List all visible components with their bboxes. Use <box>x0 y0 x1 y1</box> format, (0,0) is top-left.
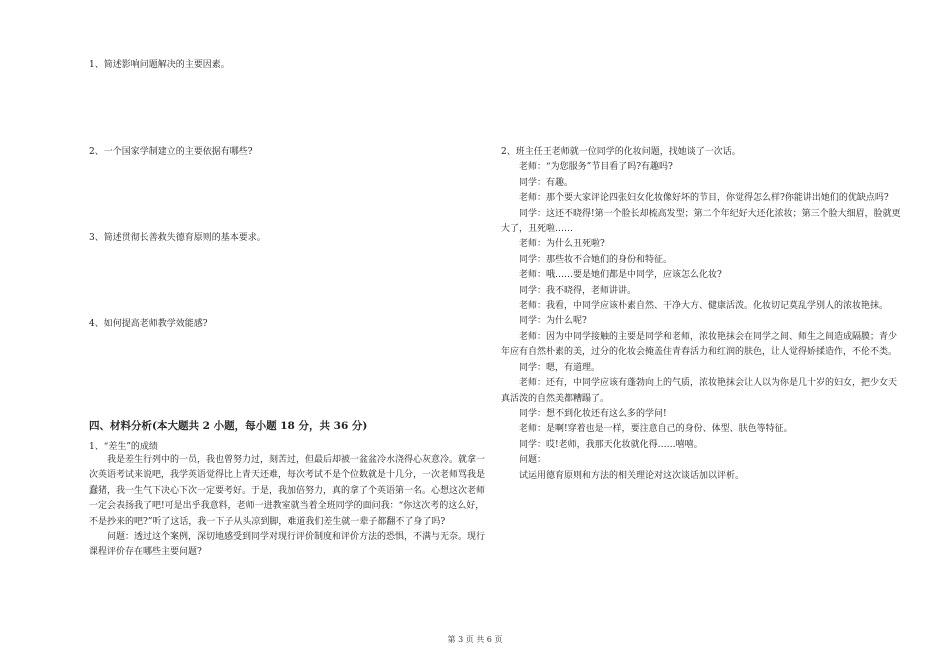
dialogue-line: 同学：想不到化妆还有这么多的学问! <box>519 408 667 419</box>
question-3: 3、简述贯彻长善救失德育原则的基本要求。 <box>89 233 266 243</box>
dialogue-line: 同学：哎!老师，我那天化妆就化得……嘻嘻。 <box>519 439 703 450</box>
material-question: 问题：透过这个案例，深切地感受到同学对现行评价制度和评价方法的恐惧，不满与无奈。现行课程评价存在哪些主要问题? <box>89 532 486 558</box>
material-block <box>89 453 485 561</box>
section-title: 四、材料分析(本大题共 2 小题，每小题 18 分，共 36 分) <box>89 420 368 432</box>
dialogue-line: 同学：那些妆不合她们的身份和特征。 <box>519 254 673 265</box>
dialogue-line: 同学：这还不晓得!第一个脸长却梳高发型；第二个年纪好大还化浓妆；第三个脸大细眉，脸就更大了，丑死啦…… <box>501 208 901 235</box>
dialogue-line: 老师：“为您服务”节目看了吗?有趣吗? <box>519 162 673 173</box>
dialogue-line: 老师：哦……要是她们都是中同学，应该怎么化妆? <box>519 270 722 281</box>
dialogue-line: 同学：为什么呢? <box>519 316 587 327</box>
dialogue-block <box>501 145 904 484</box>
material-title: 1、“差生”的成绩 <box>89 442 158 452</box>
page-footer: 第 3 页 共 6 页 <box>447 635 503 644</box>
question-2: 2、一个国家学制建立的主要依据有哪些? <box>89 147 253 157</box>
dialogue-question: 试运用德育原则和方法的相关理论对这次谈话加以评析。 <box>519 470 745 481</box>
dialogue-line: 老师：是啊!穿着也是一样，要注意自己的身份、体型、肤色等特征。 <box>519 424 793 435</box>
dialogue-line: 同学：嗯，有道理。 <box>519 362 601 373</box>
dialogue-line: 老师：为什么丑死啦? <box>519 239 605 250</box>
dialogue-intro: 2、班主任王老师就一位同学的化妆问题，找她谈了一次话。 <box>501 147 741 157</box>
question-1: 1、简述影响问题解决的主要因素。 <box>89 60 230 70</box>
dialogue-line: 老师：我看，中同学应该朴素自然、干净大方、健康活泼。化妆切记莫乱学别人的浓妆艳抹。 <box>519 301 889 312</box>
dialogue-question-label: 问题： <box>519 455 547 466</box>
dialogue-line: 老师：还有，中同学应该有蓬勃向上的气质，浓妆艳抹会让人以为你是几十岁的妇女，把少女天真活泼的自然美都糟蹋了。 <box>501 378 898 404</box>
dialogue-line: 老师：那个要大家评论四张妇女化妆像好坏的节目，你觉得怎么样?你能讲出她们的优缺点吗? <box>519 193 889 204</box>
dialogue-line: 同学：有趣。 <box>519 177 574 188</box>
dialogue-line: 老师：因为中同学接触的主要是同学和老师，浓妆艳抹会在同学之间、师生之间造成隔膜；青少年应有自然朴素的美，过分的化妆会掩盖住青春活力和红润的肤色，让人觉得娇揉造作，不伦不类。 <box>501 331 898 358</box>
material-paragraph: 我是差生行列中的一员，我也曾努力过，刻苦过，但最后却被一盆盆冷水浇得心灰意冷。就拿一次英语考试来说吧，我学英语觉得比上青天还难，每次考试不是个位数就是十几分，一次老师骂我是蠢猪，我一生气下决心下次一定要考好。于是，我加倍努力，真的拿了个英语第一名。心想这次老师一定会表扬我了吧!可是出乎我意料，老师一进教室就当着全班同学的面问我：“你这次考的这么好，不是抄来的吧?”听了这话，我一下子从头凉到脚，难道我们差生就一辈子都翻不了身了吗? <box>89 455 486 527</box>
dialogue-line: 同学：我不晓得，老师讲讲。 <box>519 285 637 296</box>
question-4: 4、如何提高老师教学效能感? <box>89 319 208 329</box>
